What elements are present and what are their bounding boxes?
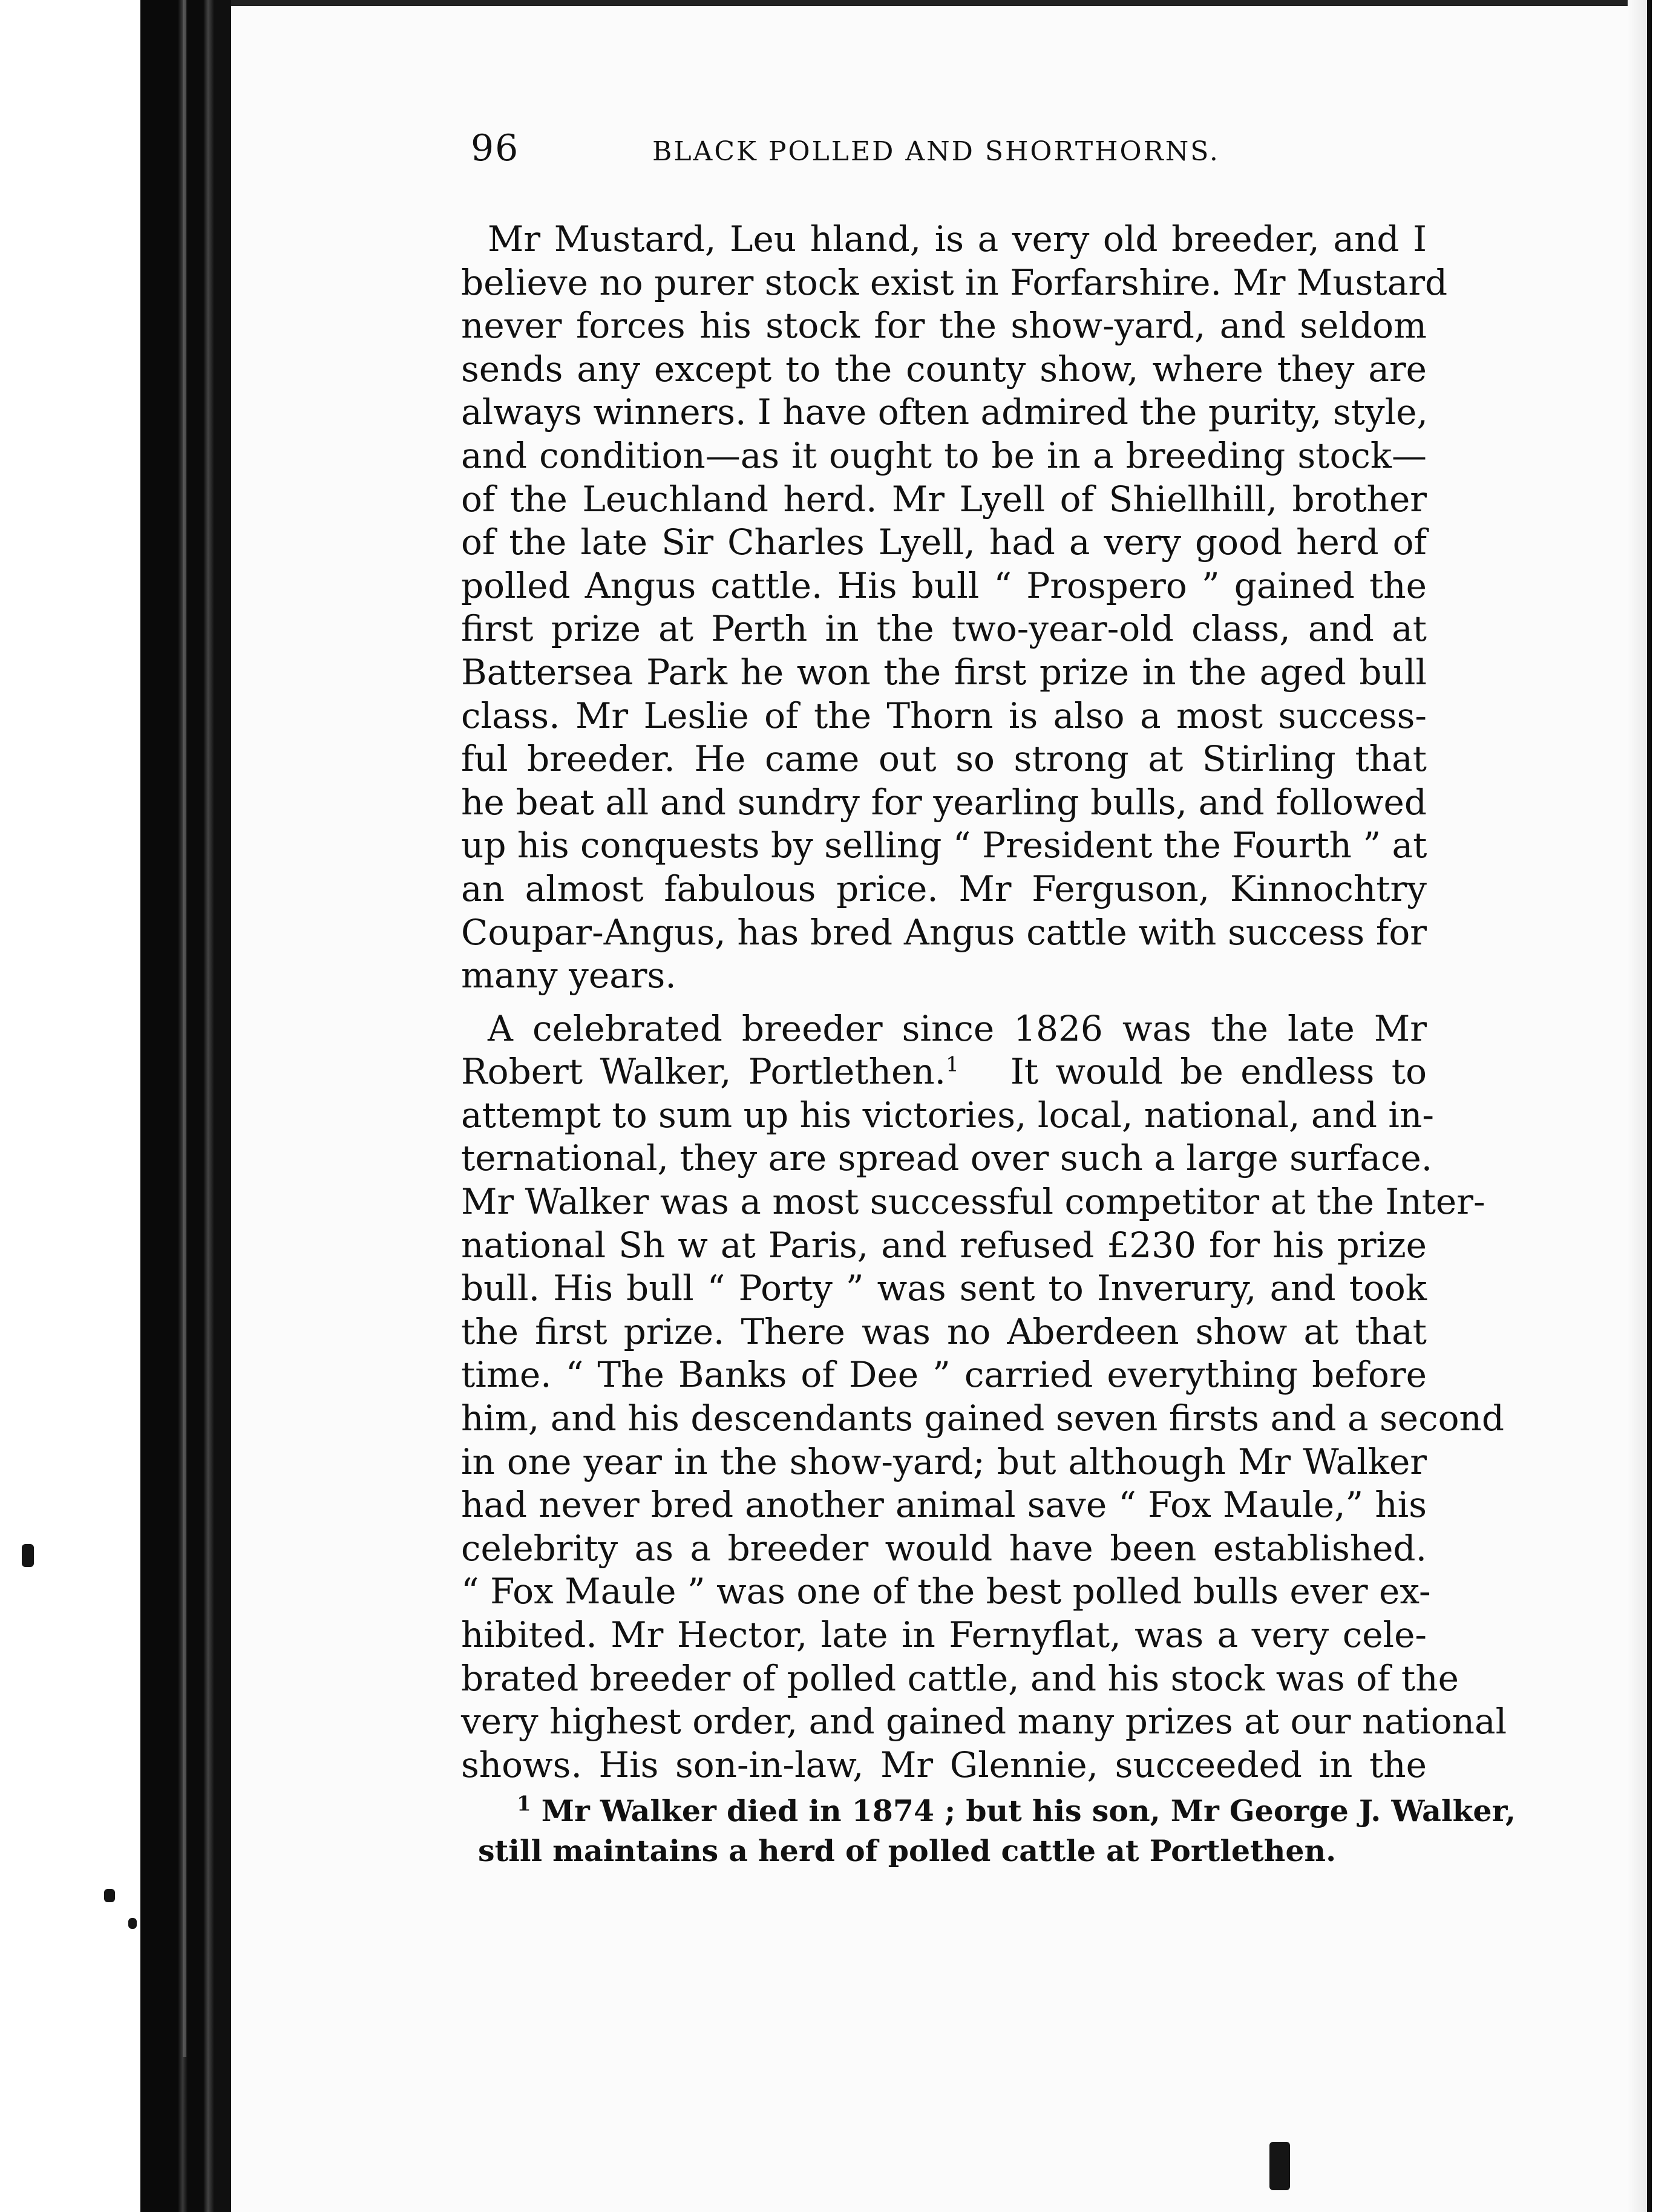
text-line: in one year in the show-yard; but although Mr Walker bbox=[461, 1441, 1427, 1482]
text-line: Mr Mustard, Leu hland, is a very old breeder, and I bbox=[488, 218, 1427, 260]
text-fragment: It would be endless to bbox=[1010, 1051, 1427, 1093]
text-line: Mr Walker was a most successful competitor at the Inter- bbox=[461, 1181, 1485, 1223]
text-line: never forces his stock for the show-yard, and seldom bbox=[461, 305, 1427, 347]
text-line: always winners. I have often admired the purity, style, bbox=[461, 391, 1428, 433]
text-line: brated breeder of polled cattle, and his stock was of the bbox=[461, 1657, 1459, 1699]
text-line: Battersea Park he won the first prize in the aged bull bbox=[461, 651, 1427, 693]
text-fragment: Robert Walker, Portlethen. bbox=[461, 1051, 946, 1093]
running-title: BLACK POLLED AND SHORTHORNS. bbox=[652, 136, 1220, 167]
paragraph bbox=[461, 1007, 1507, 1787]
text-line: believe no purer stock exist in Forfarshire. Mr Mustard bbox=[461, 261, 1448, 303]
text-line: first prize at Perth in the two-year-old class, and at bbox=[461, 608, 1427, 650]
text-line: celebrity as a breeder would have been established. bbox=[461, 1527, 1427, 1569]
scan-speck bbox=[104, 1889, 115, 1902]
text-line: time. “ The Banks of Dee ” carried everything before bbox=[461, 1354, 1427, 1396]
scan-speck bbox=[1269, 2142, 1290, 2190]
text-line: national Sh w at Paris, and refused £230 for his prize bbox=[461, 1224, 1427, 1266]
page-right-shading bbox=[1628, 0, 1647, 2212]
paragraph bbox=[461, 218, 1448, 998]
body-text bbox=[461, 218, 1507, 1787]
footnote-line: still maintains a herd of polled cattle at Portlethen. bbox=[478, 1833, 1337, 1868]
text-line: class. Mr Leslie of the Thorn is also a most success- bbox=[461, 695, 1427, 736]
text-line: A celebrated breeder since 1826 was the late Mr bbox=[488, 1007, 1427, 1049]
running-head bbox=[471, 124, 1251, 172]
text-line: of the Leuchland herd. Mr Lyell of Shiellhill, brother bbox=[461, 478, 1427, 520]
text-line: ful breeder. He came out so strong at Stirling that bbox=[461, 738, 1427, 780]
scan-left-margin bbox=[0, 0, 140, 2212]
text-line: and condition—as it ought to be in a breeding stock— bbox=[461, 434, 1427, 476]
scan-speck bbox=[22, 1544, 34, 1567]
text-line: very highest order, and gained many prizes at our national bbox=[461, 1701, 1507, 1742]
text-line: the first prize. There was no Aberdeen show at that bbox=[461, 1311, 1427, 1352]
text-line: attempt to sum up his victories, local, national, and in- bbox=[461, 1094, 1434, 1136]
text-line: polled Angus cattle. His bull “ Prospero ” gained the bbox=[461, 564, 1427, 606]
scan-speck bbox=[128, 1918, 137, 1929]
text-line: hibited. Mr Hector, late in Fernyflat, was a very cele- bbox=[461, 1614, 1427, 1655]
page-number: 96 bbox=[471, 127, 520, 169]
text-line: he beat all and sundry for yearling bulls, and followed bbox=[461, 781, 1427, 823]
text-line: of the late Sir Charles Lyell, had a very good herd of bbox=[461, 522, 1427, 563]
footnote-marker: 1 bbox=[517, 1792, 531, 1816]
footnote-line bbox=[478, 1791, 1516, 1831]
text-line: ternational, they are spread over such a large surface. bbox=[461, 1137, 1433, 1179]
footnote-marker: 1 bbox=[946, 1052, 959, 1077]
footnote bbox=[478, 1791, 1516, 1871]
text-line: an almost fabulous price. Mr Ferguson, Kinnochtry bbox=[461, 868, 1427, 909]
text-line: many years. bbox=[461, 955, 676, 996]
footnote-text: Mr Walker died in 1874 ; but his son, Mr George J. Walker, bbox=[541, 1793, 1516, 1828]
text-line: Coupar-Angus, has bred Angus cattle with success for bbox=[461, 911, 1427, 953]
page-right-edge bbox=[1647, 0, 1652, 2212]
text-line: up his conquests by selling “ President the Fourth ” at bbox=[461, 825, 1427, 866]
text-line: him, and his descendants gained seven firsts and a second bbox=[461, 1398, 1504, 1439]
text-line: had never bred another animal save “ Fox Maule,” his bbox=[461, 1484, 1427, 1526]
text-line: sends any except to the county show, where they are bbox=[461, 348, 1427, 390]
text-line: “ Fox Maule ” was one of the best polled bulls ever ex- bbox=[461, 1571, 1431, 1612]
text-line: shows. His son-in-law, Mr Glennie, succeeded in the bbox=[461, 1744, 1427, 1785]
text-line-with-note bbox=[461, 1050, 1427, 1094]
paragraph-gap bbox=[461, 998, 1427, 1007]
page-top-edge bbox=[231, 0, 1648, 6]
binding-highlight bbox=[183, 0, 186, 2057]
text-line: bull. His bull “ Porty ” was sent to Inverury, and took bbox=[461, 1268, 1427, 1309]
